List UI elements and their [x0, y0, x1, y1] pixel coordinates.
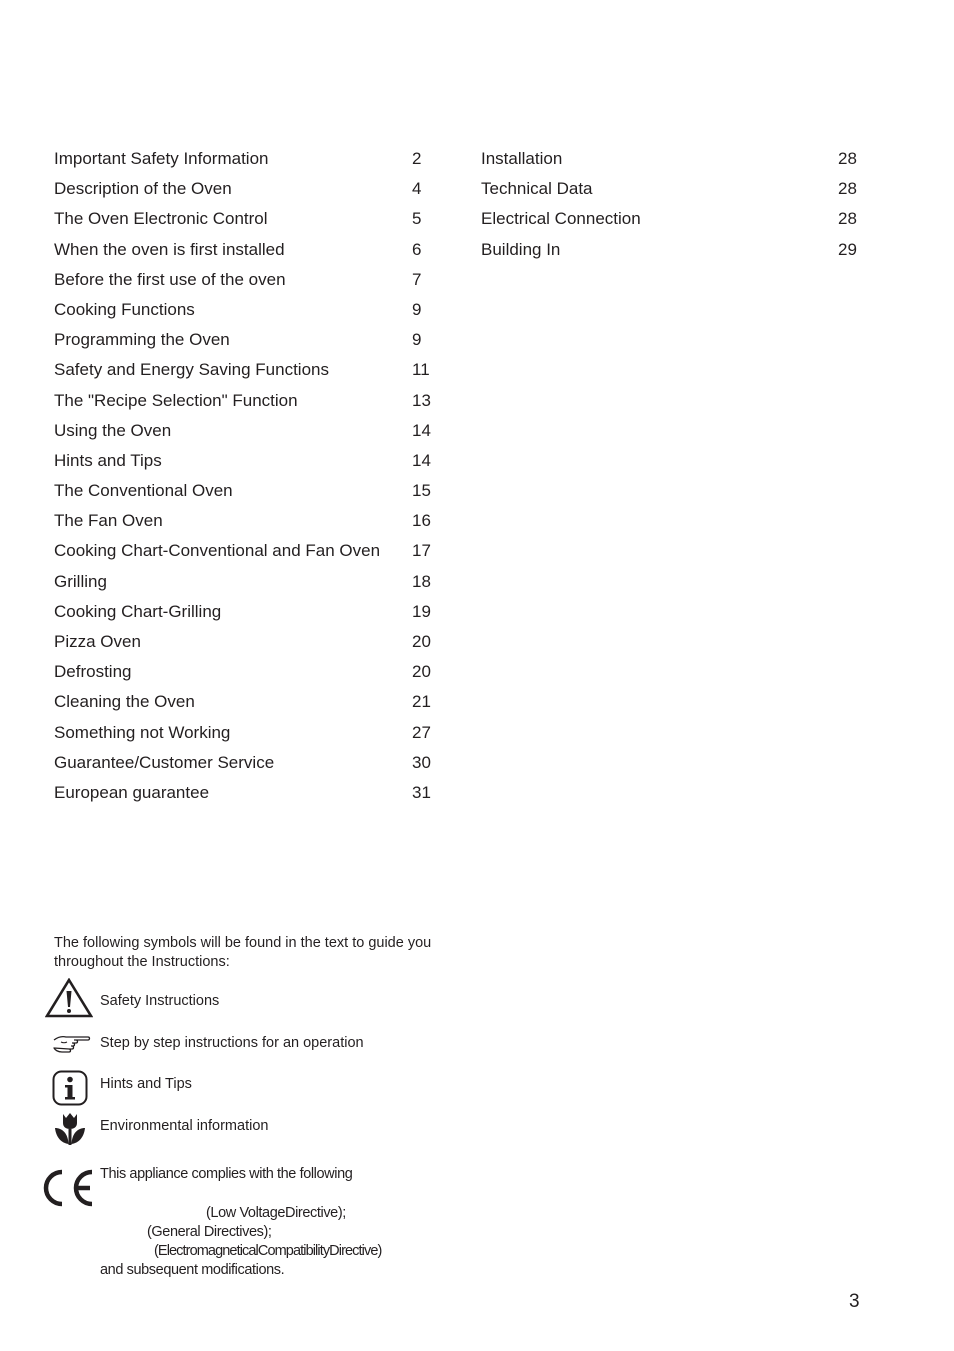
toc-entry-title: Description of the Oven	[54, 179, 232, 199]
toc-entry-page: 2	[412, 149, 422, 168]
toc-entry	[54, 749, 434, 779]
toc-entry-title: Programming the Oven	[54, 330, 230, 350]
toc-entry	[54, 658, 434, 688]
toc-entry-page: 9	[412, 330, 422, 350]
toc-entry-page: 4	[412, 179, 422, 199]
toc-entry	[54, 477, 434, 507]
toc-entry-page: 18	[412, 571, 431, 591]
info-icon	[52, 1070, 88, 1106]
toc-entry-title: Cooking Chart-Conventional and Fan Oven	[54, 541, 381, 561]
toc-entry-page: 28	[838, 209, 857, 229]
toc-entry-page: 30	[412, 752, 431, 772]
compliance-line-5: and subsequent modifications.	[100, 1262, 285, 1278]
toc-entry-page: 13	[412, 390, 431, 410]
toc-entry	[54, 628, 434, 658]
toc-entry-page: 28	[838, 149, 857, 168]
page-number: 3	[849, 1291, 860, 1312]
toc-entry	[54, 507, 434, 537]
toc-entry	[54, 236, 434, 266]
toc-entry	[54, 779, 434, 809]
compliance-line-3: (General Directives);	[147, 1224, 272, 1240]
hints-tips-label: Hints and Tips	[100, 1076, 192, 1092]
toc-entry-title: Technical Data	[481, 179, 593, 199]
toc-entry-title: Important Safety Information	[54, 149, 269, 168]
toc-entry	[54, 417, 434, 447]
toc-entry	[54, 356, 434, 386]
step-by-step-label: Step by step instructions for an operation	[100, 1035, 364, 1051]
toc-entry	[54, 205, 434, 235]
toc-entry	[54, 145, 434, 175]
toc-entry-page: 16	[412, 511, 431, 531]
warning-triangle-icon	[45, 978, 93, 1018]
toc-entry-page: 11	[412, 360, 430, 380]
toc-entry-title: Defrosting	[54, 662, 132, 682]
toc-entry	[54, 326, 434, 356]
toc-entry-title: Using the Oven	[54, 420, 172, 440]
toc-entry-page: 20	[412, 662, 431, 682]
safety-instructions-label: Safety Instructions	[100, 993, 220, 1009]
compliance-line-4: (ElectromagneticalCompatibilityDirective)	[154, 1243, 382, 1259]
ce-mark-icon	[40, 1167, 96, 1209]
compliance-line-2: (Low VoltageDirective);	[206, 1205, 346, 1221]
toc-entry	[54, 568, 434, 598]
toc-entry	[54, 719, 434, 749]
toc-entry-title: Cleaning the Oven	[54, 692, 195, 712]
toc-entry-title: The Fan Oven	[54, 511, 163, 531]
toc-entry-title: Electrical Connection	[481, 209, 641, 229]
toc-entry	[481, 205, 861, 235]
toc-entry-page: 31	[412, 782, 431, 802]
toc-entry-page: 21	[412, 692, 431, 712]
toc-entry-title: Safety and Energy Saving Functions	[54, 360, 329, 380]
toc-entry-page: 7	[412, 269, 422, 289]
toc-entry	[54, 387, 434, 417]
toc-entry	[54, 296, 434, 326]
toc-entry-page: 15	[412, 481, 431, 501]
toc-entry-title: Building In	[481, 239, 561, 259]
toc-entry	[481, 145, 861, 175]
toc-entry-title: Cooking Chart-Grilling	[54, 601, 222, 621]
toc-entry-page: 27	[412, 722, 431, 742]
toc-entry-title: The "Recipe Selection" Function	[54, 390, 298, 410]
symbols-intro: The following symbols will be found in the text to guide you throughout the Instructions:	[54, 935, 432, 970]
toc-entry-page: 5	[412, 209, 422, 229]
toc-entry	[481, 175, 861, 205]
toc-entry	[54, 688, 434, 718]
toc-entry-page: 14	[412, 420, 431, 440]
toc-entry	[54, 447, 434, 477]
toc-entry-title: When the oven is first installed	[54, 239, 285, 259]
toc-entry-page: 19	[412, 601, 431, 621]
pointing-hand-icon	[52, 1034, 92, 1056]
toc-entry-title: Grilling	[54, 571, 107, 591]
toc-entry-page: 17	[412, 541, 431, 561]
toc-entry-title: Pizza Oven	[54, 632, 141, 651]
toc-entry-page: 29	[838, 239, 857, 259]
compliance-line-1: This appliance complies with the following	[100, 1166, 353, 1182]
toc-entry-page: 14	[412, 450, 431, 470]
environmental-info-label: Environmental information	[100, 1118, 269, 1134]
toc-right-column	[481, 145, 861, 266]
toc-entry	[54, 175, 434, 205]
toc-entry-title: Cooking Functions	[54, 299, 195, 319]
toc-entry	[54, 537, 434, 567]
toc-entry-title: The Conventional Oven	[54, 481, 233, 501]
toc-entry-title: Installation	[481, 149, 563, 168]
toc-entry-page: 20	[412, 632, 431, 651]
toc-entry-title: The Oven Electronic Control	[54, 209, 268, 229]
toc-entry-page: 28	[838, 179, 857, 199]
toc-entry-title: European guarantee	[54, 782, 210, 802]
toc-entry	[54, 598, 434, 628]
toc-entry	[54, 266, 434, 296]
toc-entry-title: Guarantee/Customer Service	[54, 752, 275, 772]
toc-entry-title: Before the first use of the oven	[54, 269, 286, 289]
flower-icon	[53, 1112, 87, 1146]
toc-left-column	[54, 145, 434, 809]
toc-entry-title: Hints and Tips	[54, 450, 162, 470]
toc-entry	[481, 236, 861, 266]
toc-entry-page: 9	[412, 299, 422, 319]
toc-entry-page: 6	[412, 239, 422, 259]
toc-entry-title: Something not Working	[54, 722, 231, 742]
